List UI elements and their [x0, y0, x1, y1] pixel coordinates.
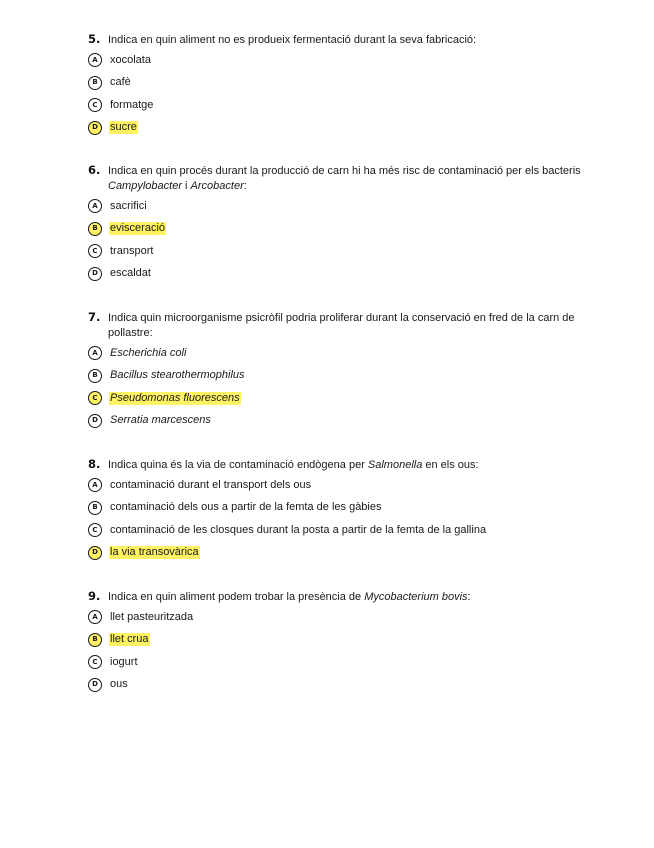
- option-c[interactable]: [88, 94, 598, 117]
- question-6: [88, 164, 598, 285]
- option-text: transport: [110, 244, 154, 257]
- question-text-part: i: [181, 180, 191, 192]
- option-letter-circle: B: [88, 633, 102, 647]
- option-text: llet pasteuritzada: [110, 610, 194, 623]
- option-letter-circle: C: [88, 244, 102, 258]
- option-letter-circle: C: [88, 523, 102, 537]
- question-text-part: Indica quina és la via de contaminació endògena per: [108, 459, 368, 471]
- question-9: [88, 590, 598, 696]
- option-letter-circle: C: [88, 655, 102, 669]
- option-a[interactable]: [88, 606, 598, 629]
- option-text: cafè: [110, 76, 131, 89]
- option-text: formatge: [110, 98, 154, 111]
- option-b[interactable]: [88, 497, 598, 520]
- option-letter-circle: A: [88, 610, 102, 624]
- option-text: Bacillus stearothermophilus: [110, 369, 245, 382]
- option-letter-circle: D: [88, 546, 102, 560]
- option-letter-circle: B: [88, 76, 102, 90]
- question-text-part: :: [243, 180, 247, 192]
- option-letter-circle: D: [88, 267, 102, 281]
- option-letter-circle: A: [88, 53, 102, 67]
- question-text-italic: Arcobacter: [190, 180, 244, 192]
- option-letter-circle: B: [88, 222, 102, 236]
- option-text: Escherichia coli: [110, 346, 187, 359]
- question-number: 7.: [88, 310, 101, 324]
- question-number: 9.: [88, 589, 101, 603]
- option-text: iogurt: [110, 655, 138, 668]
- question-text-part: :: [467, 591, 471, 603]
- question-text: [108, 590, 598, 605]
- option-text-highlighted: sucre: [110, 121, 137, 134]
- question-number: 6.: [88, 163, 101, 177]
- question-text-italic: Campylobacter: [108, 180, 182, 192]
- question-header: [88, 458, 598, 473]
- option-b[interactable]: [88, 365, 598, 388]
- question-header: [88, 164, 598, 194]
- option-a[interactable]: [88, 474, 598, 497]
- option-text: sacrifici: [110, 199, 147, 212]
- question-8: [88, 458, 598, 564]
- question-header: [88, 590, 598, 605]
- option-letter-circle: B: [88, 369, 102, 383]
- option-c[interactable]: [88, 651, 598, 674]
- question-text: Indica quin microorganisme psicròfil podria proliferar durant la conservació en fred de la carn de pollastre:: [108, 312, 575, 339]
- option-text-highlighted: llet crua: [110, 633, 149, 646]
- option-d[interactable]: [88, 410, 598, 433]
- question-number: 8.: [88, 457, 101, 471]
- option-a[interactable]: [88, 195, 598, 218]
- option-text-highlighted: evisceració: [110, 222, 166, 235]
- option-letter-circle: A: [88, 346, 102, 360]
- question-text-part: Indica en quin procés durant la producció de carn hi ha més risc de contaminació per els bacteris: [108, 165, 581, 177]
- question-text-part: en els ous:: [422, 459, 479, 471]
- option-text-highlighted: Pseudomonas fluorescens: [110, 391, 240, 404]
- option-a[interactable]: [88, 342, 598, 365]
- option-d-correct[interactable]: [88, 117, 598, 140]
- option-text: Serratia marcescens: [110, 414, 211, 427]
- option-d-correct[interactable]: [88, 542, 598, 565]
- question-text: [108, 164, 598, 194]
- option-letter-circle: C: [88, 98, 102, 112]
- option-b-correct[interactable]: [88, 218, 598, 241]
- option-text: contaminació durant el transport dels ous: [110, 478, 312, 491]
- option-text: ous: [110, 678, 128, 691]
- option-letter-circle: D: [88, 121, 102, 135]
- option-b-correct[interactable]: [88, 629, 598, 652]
- question-text: [108, 458, 598, 473]
- option-text: contaminació de les closques durant la posta a partir de la femta de la gallina: [110, 523, 487, 536]
- question-text-part: Indica en quin aliment podem trobar la presència de: [108, 591, 365, 603]
- question-number: 5.: [88, 32, 101, 46]
- option-d[interactable]: [88, 674, 598, 697]
- option-text: contaminació dels ous a partir de la femta de les gàbies: [110, 501, 382, 514]
- option-b[interactable]: [88, 72, 598, 95]
- option-c[interactable]: [88, 519, 598, 542]
- option-letter-circle: D: [88, 414, 102, 428]
- option-text: xocolata: [110, 53, 151, 66]
- question-text-italic: Mycobacterium bovis: [364, 591, 468, 603]
- question-text: Indica en quin aliment no es produeix fermentació durant la seva fabricació:: [108, 34, 477, 46]
- option-text: escaldat: [110, 267, 151, 280]
- question-text-italic: Salmonella: [367, 459, 423, 471]
- option-letter-circle: A: [88, 199, 102, 213]
- option-letter-circle: C: [88, 391, 102, 405]
- option-letter-circle: D: [88, 678, 102, 692]
- option-d[interactable]: [88, 263, 598, 286]
- option-c-correct[interactable]: [88, 387, 598, 410]
- option-a[interactable]: [88, 49, 598, 72]
- question-header: [88, 33, 598, 48]
- option-letter-circle: A: [88, 478, 102, 492]
- option-letter-circle: B: [88, 501, 102, 515]
- question-7: [88, 311, 598, 432]
- question-5: [88, 33, 598, 139]
- option-text-highlighted: la via transovàrica: [110, 546, 199, 559]
- question-header: [88, 311, 598, 341]
- option-c[interactable]: [88, 240, 598, 263]
